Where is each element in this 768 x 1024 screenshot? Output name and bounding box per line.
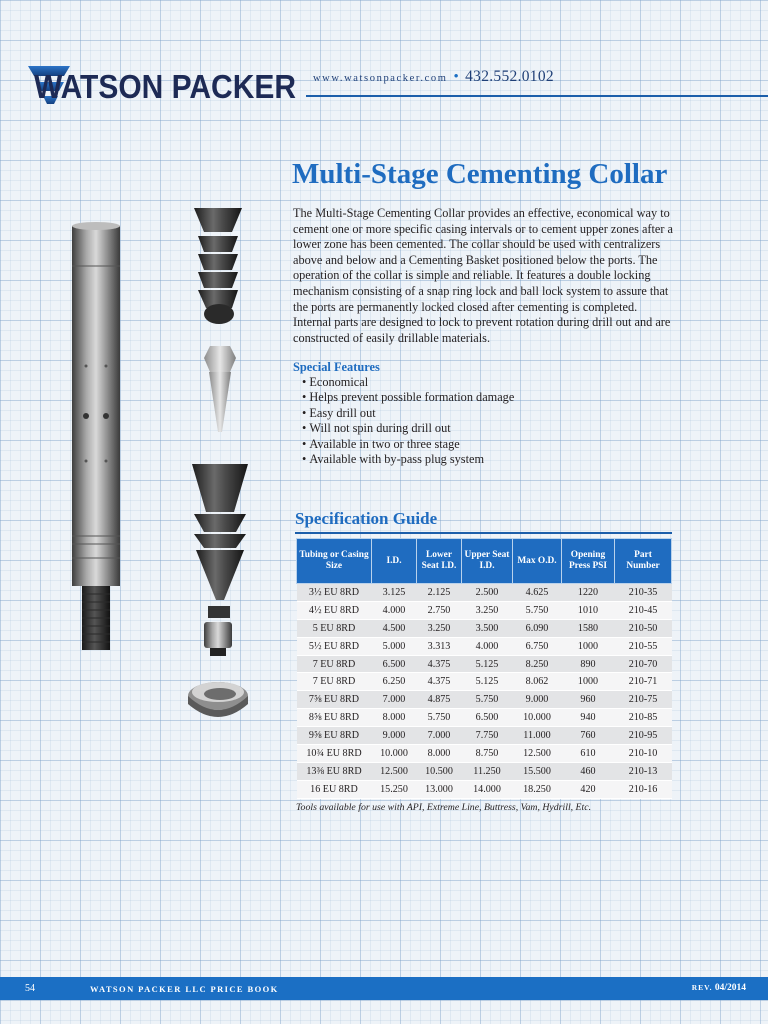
table-cell: 15.500 bbox=[513, 762, 562, 780]
table-cell: 10.000 bbox=[513, 709, 562, 727]
table-row bbox=[297, 709, 672, 727]
cementing-collar-parts-photo bbox=[64, 196, 280, 732]
table-cell: 4.000 bbox=[372, 601, 417, 619]
table-cell: 7.000 bbox=[417, 727, 462, 745]
table-cell: 6.090 bbox=[513, 619, 562, 637]
table-cell: 16 EU 8RD bbox=[297, 780, 372, 798]
table-cell: 4.875 bbox=[417, 691, 462, 709]
watson-packer-logo bbox=[24, 60, 300, 108]
features-heading: Special Features bbox=[293, 360, 380, 374]
table-cell: 760 bbox=[562, 727, 615, 745]
column-header: Part Number bbox=[615, 539, 672, 584]
table-row bbox=[297, 584, 672, 602]
table-cell: 4.375 bbox=[417, 673, 462, 691]
table-cell: 1000 bbox=[562, 673, 615, 691]
table-row bbox=[297, 601, 672, 619]
table-cell: 210-70 bbox=[615, 655, 672, 673]
column-header: Tubing or Casing Size bbox=[297, 539, 372, 584]
table-cell: 18.250 bbox=[513, 780, 562, 798]
table-cell: 610 bbox=[562, 745, 615, 763]
feature-item: • Will not spin during drill out bbox=[302, 421, 514, 436]
column-header: I.D. bbox=[372, 539, 417, 584]
table-cell: 5.750 bbox=[417, 709, 462, 727]
features-list bbox=[302, 375, 514, 467]
revision bbox=[692, 983, 746, 993]
table-cell: 5.125 bbox=[462, 655, 513, 673]
spec-guide-heading: Specification Guide bbox=[295, 509, 438, 528]
table-cell: 1010 bbox=[562, 601, 615, 619]
table-row bbox=[297, 780, 672, 798]
website-link[interactable]: www.watsonpacker.com bbox=[313, 73, 448, 84]
table-cell: 3½ EU 8RD bbox=[297, 584, 372, 602]
product-description: The Multi-Stage Cementing Collar provides an effective, economical way to cement one or more specific casing intervals or to cement upper zones after a lower zone has been cemented. The collar should be used with centralizers above and below and a Cementing Basket positioned below the ports. The operation of the collar is simple and reliable. It features a double locking mechanism consisting of a snap ring lock and ball lock system to assure that the ports are permanently locked closed after cementing is completed. Internal parts are designed to lock to prevent rotation during drill out and are constructed of easily drillable materials. bbox=[293, 206, 674, 345]
table-cell: 8⅝ EU 8RD bbox=[297, 709, 372, 727]
revision-label: REV. bbox=[691, 983, 713, 992]
table-row bbox=[297, 727, 672, 745]
table-row bbox=[297, 655, 672, 673]
column-header: Opening Press PSI bbox=[562, 539, 615, 584]
table-cell: 15.250 bbox=[372, 780, 417, 798]
table-cell: 5.125 bbox=[462, 673, 513, 691]
table-cell: 210-71 bbox=[615, 673, 672, 691]
table-cell: 1580 bbox=[562, 619, 615, 637]
footer-bar bbox=[0, 977, 768, 1000]
table-row bbox=[297, 691, 672, 709]
table-cell: 5 EU 8RD bbox=[297, 619, 372, 637]
table-cell: 3.250 bbox=[462, 601, 513, 619]
spec-table-header bbox=[297, 539, 672, 584]
table-cell: 12.500 bbox=[372, 762, 417, 780]
feature-item: • Economical bbox=[302, 375, 514, 390]
revision-date: 04/2014 bbox=[714, 983, 746, 993]
table-cell: 1220 bbox=[562, 584, 615, 602]
header-contact bbox=[313, 68, 554, 86]
table-cell: 8.000 bbox=[372, 709, 417, 727]
table-cell: 890 bbox=[562, 655, 615, 673]
feature-item: • Available with by-pass plug system bbox=[302, 452, 514, 467]
table-cell: 10.500 bbox=[417, 762, 462, 780]
table-row bbox=[297, 619, 672, 637]
page-title: Multi-Stage Cementing Collar bbox=[292, 158, 668, 190]
table-cell: 9.000 bbox=[372, 727, 417, 745]
table-cell: 4.625 bbox=[513, 584, 562, 602]
table-cell: 5.000 bbox=[372, 637, 417, 655]
table-cell: 210-85 bbox=[615, 709, 672, 727]
table-cell: 4.000 bbox=[462, 637, 513, 655]
table-cell: 420 bbox=[562, 780, 615, 798]
table-cell: 9.000 bbox=[513, 691, 562, 709]
table-cell: 9⅝ EU 8RD bbox=[297, 727, 372, 745]
table-cell: 6.750 bbox=[513, 637, 562, 655]
table-cell: 210-75 bbox=[615, 691, 672, 709]
table-cell: 3.500 bbox=[462, 619, 513, 637]
table-row bbox=[297, 673, 672, 691]
column-header: Upper Seat I.D. bbox=[462, 539, 513, 584]
table-cell: 5½ EU 8RD bbox=[297, 637, 372, 655]
table-cell: 2.750 bbox=[417, 601, 462, 619]
table-cell: 8.000 bbox=[417, 745, 462, 763]
table-cell: 6.250 bbox=[372, 673, 417, 691]
table-row bbox=[297, 762, 672, 780]
table-cell: 8.250 bbox=[513, 655, 562, 673]
table-cell: 7 EU 8RD bbox=[297, 673, 372, 691]
table-cell: 210-35 bbox=[615, 584, 672, 602]
table-cell: 10¾ EU 8RD bbox=[297, 745, 372, 763]
table-cell: 6.500 bbox=[462, 709, 513, 727]
table-cell: 7 EU 8RD bbox=[297, 655, 372, 673]
page-number: 54 bbox=[25, 983, 35, 994]
table-cell: 10.000 bbox=[372, 745, 417, 763]
table-cell: 1000 bbox=[562, 637, 615, 655]
table-cell: 3.250 bbox=[417, 619, 462, 637]
table-cell: 14.000 bbox=[462, 780, 513, 798]
table-cell: 210-13 bbox=[615, 762, 672, 780]
feature-item: • Easy drill out bbox=[302, 406, 514, 421]
table-cell: 940 bbox=[562, 709, 615, 727]
table-cell: 7.000 bbox=[372, 691, 417, 709]
table-cell: 3.125 bbox=[372, 584, 417, 602]
table-row bbox=[297, 745, 672, 763]
spec-guide-rule bbox=[295, 532, 672, 534]
header-rule bbox=[306, 95, 768, 97]
table-cell: 210-16 bbox=[615, 780, 672, 798]
table-cell: 2.125 bbox=[417, 584, 462, 602]
table-cell: 5.750 bbox=[513, 601, 562, 619]
table-cell: 4½ EU 8RD bbox=[297, 601, 372, 619]
column-header: Max O.D. bbox=[513, 539, 562, 584]
table-cell: 7.750 bbox=[462, 727, 513, 745]
column-header: Lower Seat I.D. bbox=[417, 539, 462, 584]
phone-number: 432.552.0102 bbox=[465, 68, 554, 85]
book-title: WATSON PACKER LLC PRICE BOOK bbox=[90, 984, 279, 994]
table-cell: 12.500 bbox=[513, 745, 562, 763]
spec-table bbox=[296, 538, 672, 799]
table-cell: 13⅜ EU 8RD bbox=[297, 762, 372, 780]
table-cell: 13.000 bbox=[417, 780, 462, 798]
table-cell: 3.313 bbox=[417, 637, 462, 655]
header-bullet: • bbox=[453, 69, 460, 85]
table-cell: 6.500 bbox=[372, 655, 417, 673]
table-row bbox=[297, 637, 672, 655]
logo-text: WATSON PACKER bbox=[34, 68, 297, 105]
table-cell: 11.000 bbox=[513, 727, 562, 745]
feature-item: • Available in two or three stage bbox=[302, 437, 514, 452]
table-cell: 8.750 bbox=[462, 745, 513, 763]
table-cell: 11.250 bbox=[462, 762, 513, 780]
spec-note: Tools available for use with API, Extreme Line, Buttress, Vam, Hydrill, Etc. bbox=[296, 802, 592, 813]
table-cell: 210-10 bbox=[615, 745, 672, 763]
table-cell: 5.750 bbox=[462, 691, 513, 709]
table-cell: 4.500 bbox=[372, 619, 417, 637]
table-cell: 7⅝ EU 8RD bbox=[297, 691, 372, 709]
table-cell: 460 bbox=[562, 762, 615, 780]
table-cell: 210-45 bbox=[615, 601, 672, 619]
table-cell: 210-50 bbox=[615, 619, 672, 637]
table-cell: 4.375 bbox=[417, 655, 462, 673]
feature-item: • Helps prevent possible formation damage bbox=[302, 390, 514, 405]
table-cell: 2.500 bbox=[462, 584, 513, 602]
table-cell: 960 bbox=[562, 691, 615, 709]
table-cell: 210-95 bbox=[615, 727, 672, 745]
table-cell: 210-55 bbox=[615, 637, 672, 655]
table-cell: 8.062 bbox=[513, 673, 562, 691]
